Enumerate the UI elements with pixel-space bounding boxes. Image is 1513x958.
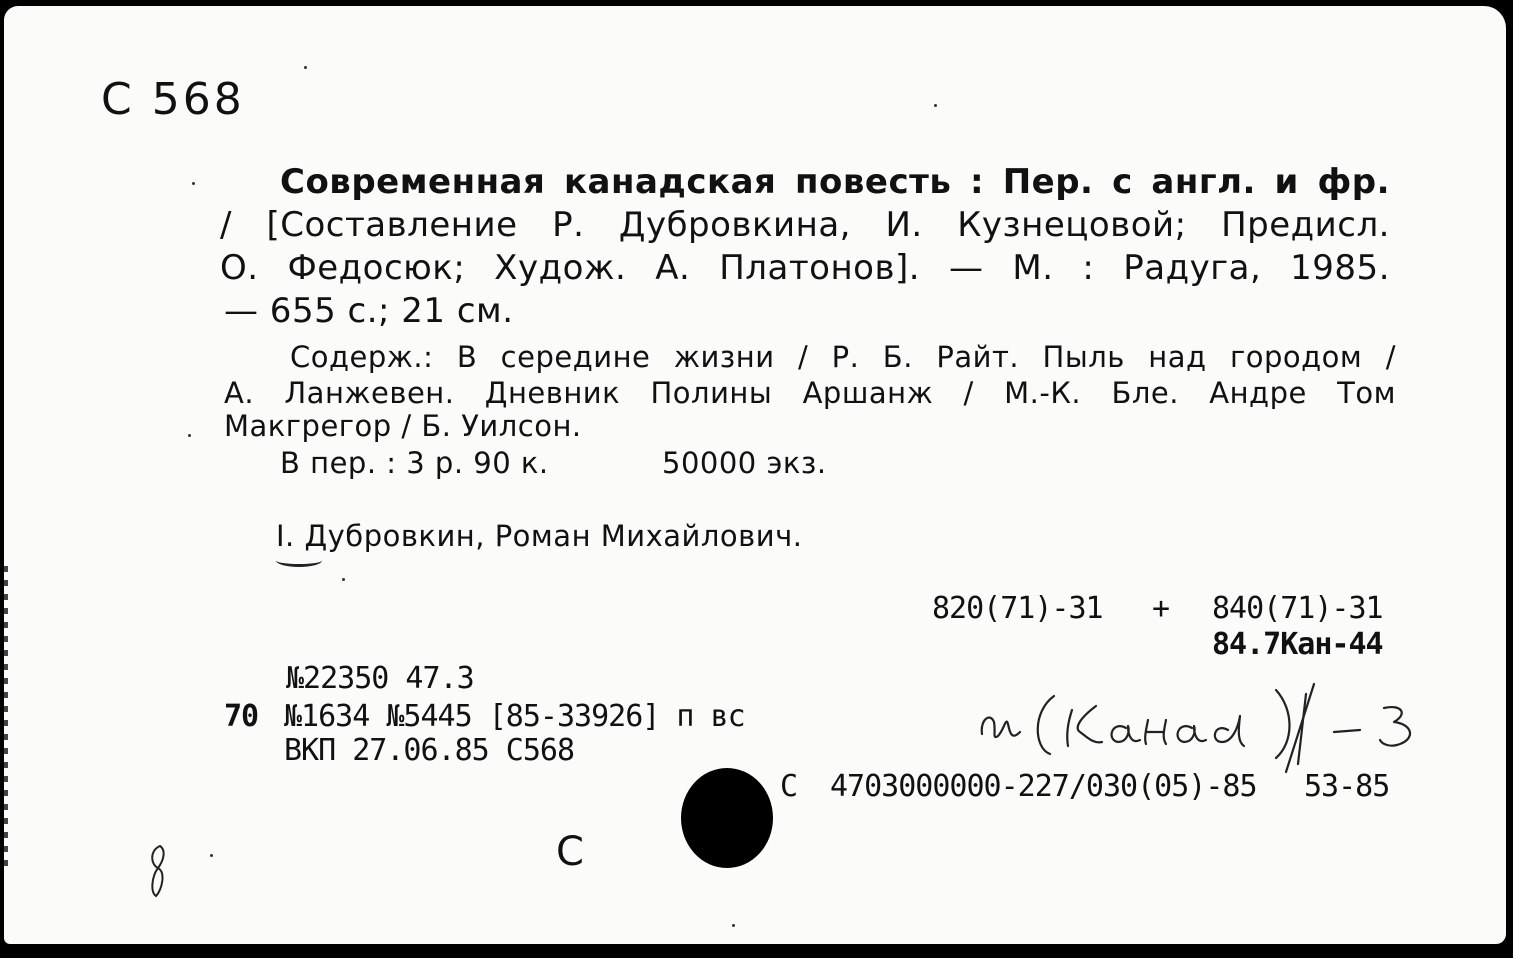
- margin-note: [144, 842, 174, 902]
- speck: [188, 434, 191, 437]
- record-line-2-prefix: 70: [224, 699, 259, 734]
- contents-line-1: Содерж.: В середине жизни / Р. Б. Райт. Пыль над городом /: [290, 340, 1396, 374]
- speck: [342, 578, 345, 581]
- punch-hole: [681, 768, 773, 868]
- title-line-2: / [Составление Р. Дубровкина, И. Кузнецовой; Предисл.: [220, 205, 1390, 245]
- title-line-3: О. Федосюк; Худож. А. Платонов]. — М. : Радуга, 1985.: [220, 248, 1390, 288]
- class-right: 840(71)-31: [1212, 591, 1383, 626]
- record-line-1: №22350 47.3: [286, 661, 474, 696]
- left-edge-wear: [4, 566, 8, 866]
- title-line-1: Современная канадская повесть : Пер. с англ. и фр.: [280, 162, 1390, 202]
- print-run: 50000 экз.: [662, 446, 827, 480]
- title-line-4: — 655 с.; 21 см.: [224, 291, 514, 331]
- bbk-index: 84.7Кан-44: [1212, 627, 1383, 662]
- isbn-letter: С: [780, 769, 798, 804]
- record-line-2: №1634 №5445 [85-33926] п вс: [284, 699, 745, 734]
- class-left: 820(71)-31: [932, 591, 1103, 626]
- isbn-line: 4703000000-227/030(05)-85: [830, 769, 1257, 804]
- speck: [210, 854, 213, 857]
- pencil-underline: [276, 554, 322, 567]
- contents-line-2: А. Ланжевен. Дневник Полины Аршанж / М.-К. Бле. Андре Том: [224, 376, 1396, 410]
- speck: [732, 924, 735, 927]
- call-number: С 568: [101, 74, 245, 125]
- speck: [304, 66, 307, 69]
- price: В пер. : 3 р. 90 к.: [280, 446, 549, 480]
- class-plus: +: [1152, 591, 1170, 626]
- contents-line-3: Макгрегор / Б. Уилсон.: [224, 409, 582, 443]
- speck: [934, 104, 937, 107]
- speck: [192, 182, 195, 185]
- isbn-line-end: 53-85: [1304, 769, 1390, 804]
- added-entry: I. Дубровкин, Роман Михайлович.: [276, 519, 803, 553]
- footer-letter: С: [556, 829, 584, 875]
- catalog-card: [4, 6, 1506, 944]
- record-line-3: ВКП 27.06.85 С568: [284, 733, 575, 768]
